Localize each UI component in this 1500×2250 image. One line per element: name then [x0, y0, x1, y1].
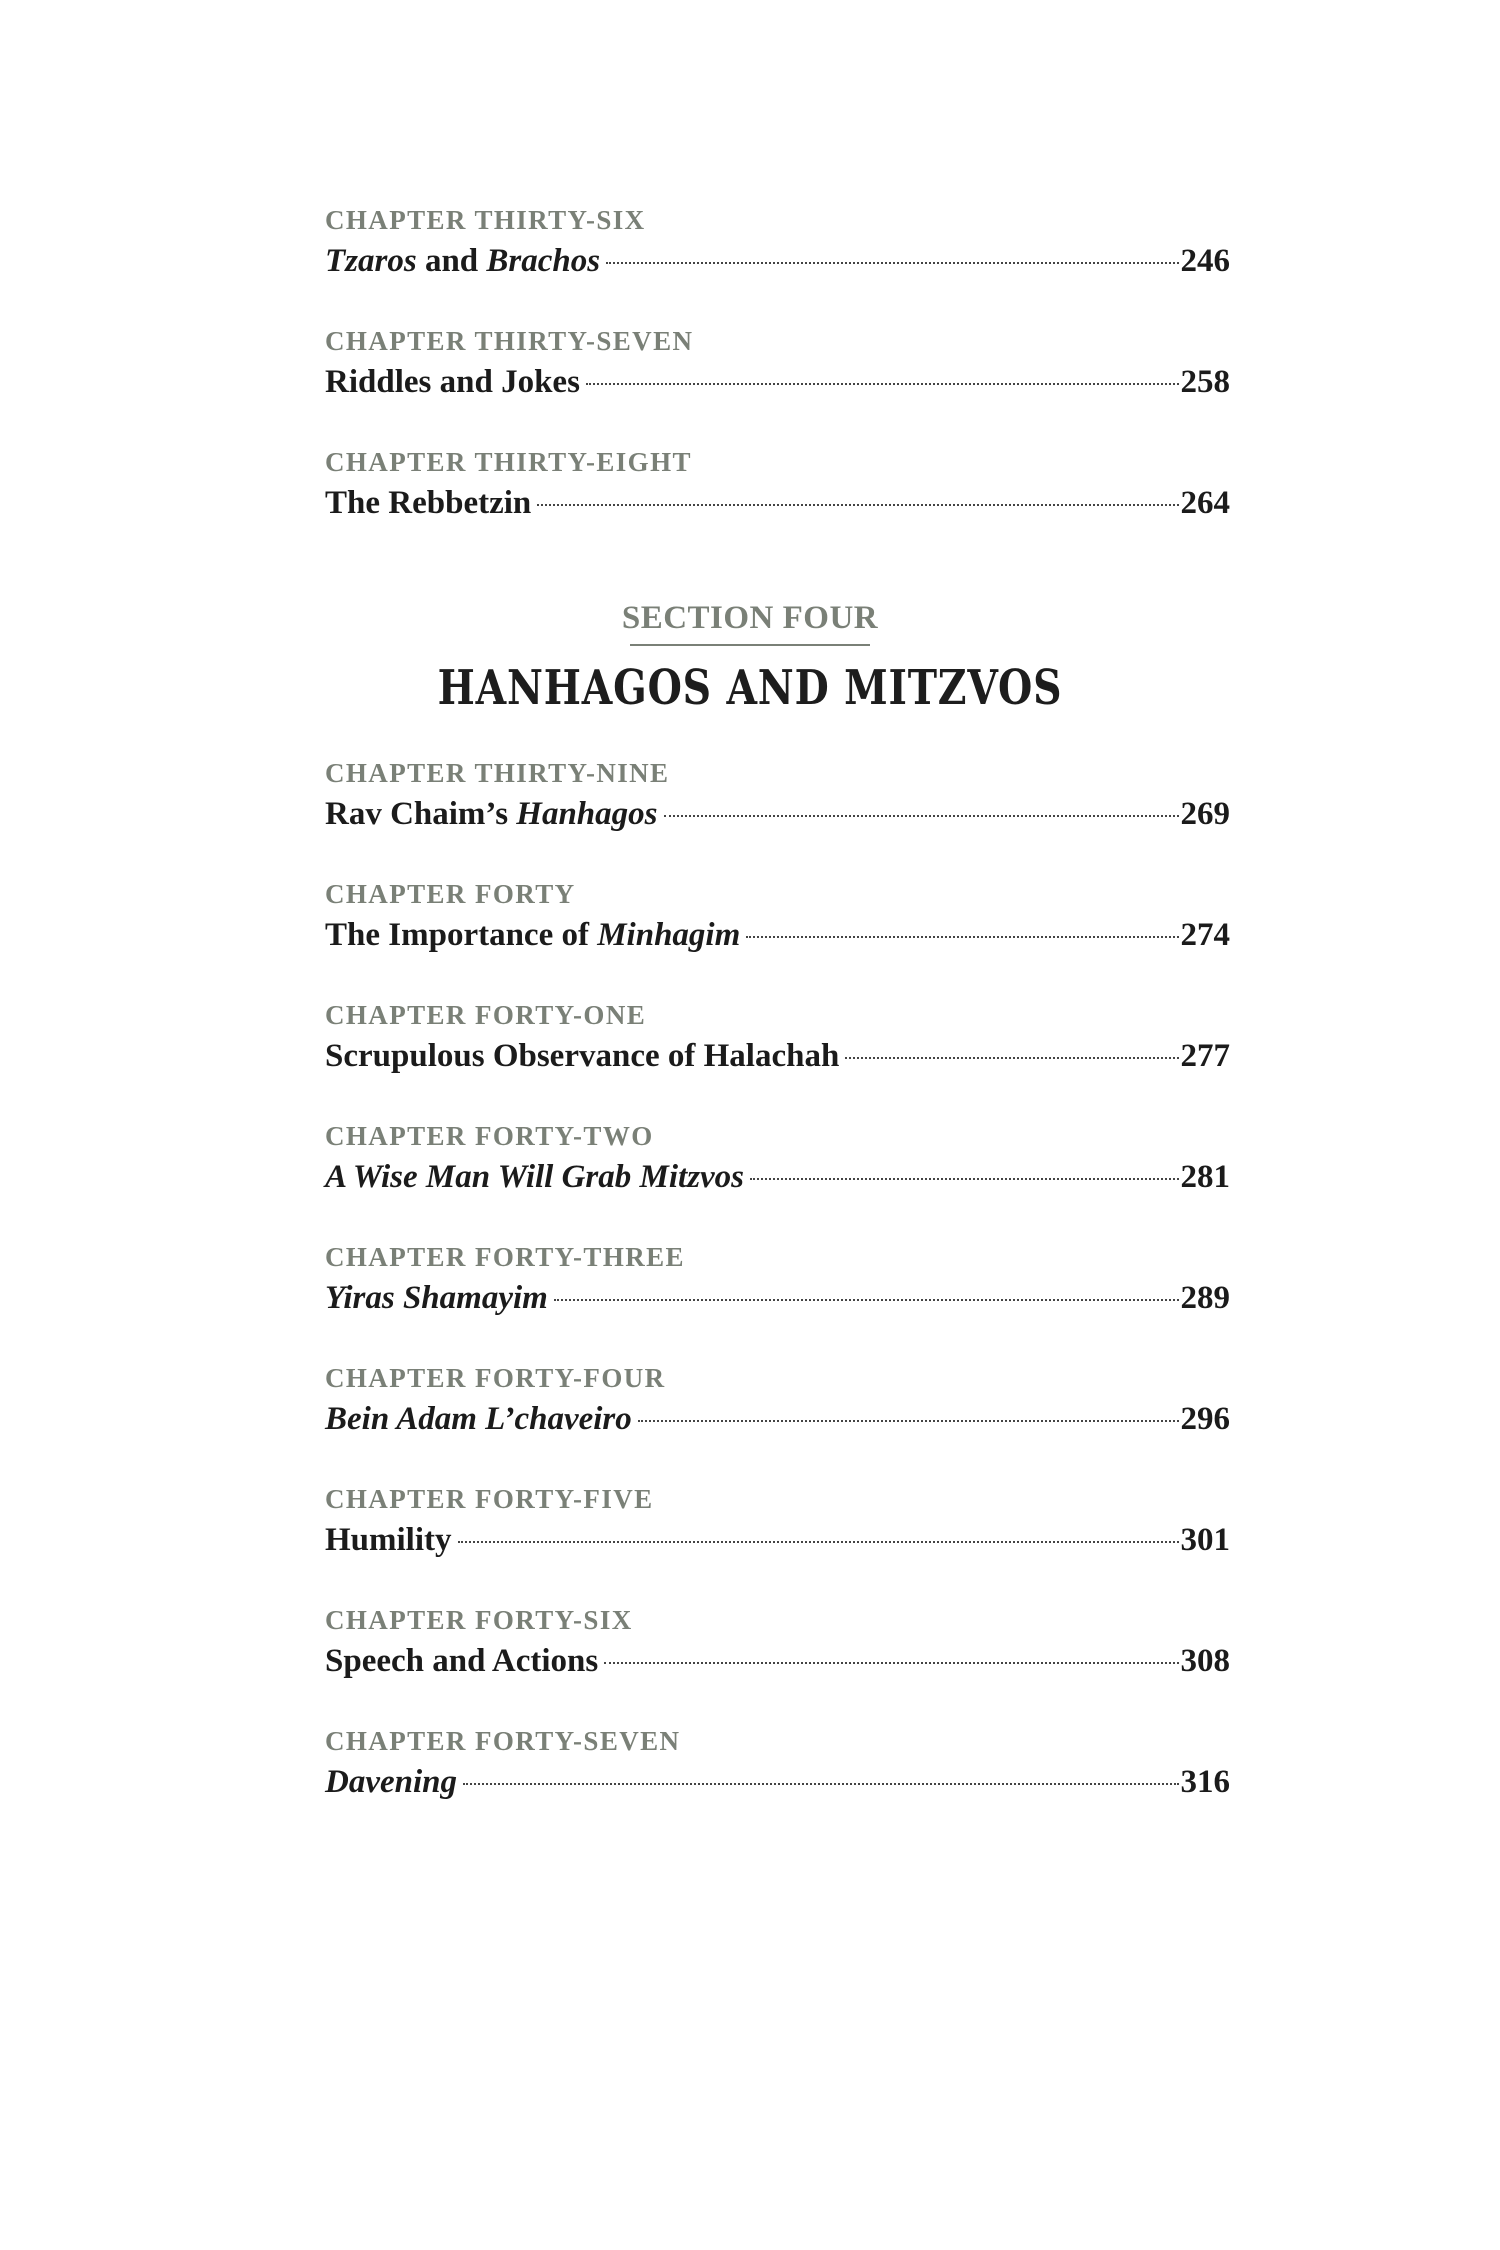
toc-entry[interactable] [325, 326, 1230, 447]
chapter-title [325, 362, 580, 402]
page-number: 258 [1180, 364, 1230, 400]
toc-entry[interactable] [325, 1121, 1230, 1242]
chapter-label: CHAPTER FORTY-SEVEN [325, 1726, 681, 1756]
chapter-title-part: The Importance of [325, 917, 598, 953]
chapter-title-line [325, 915, 1230, 955]
chapter-title [325, 241, 600, 281]
chapter-label: CHAPTER THIRTY-NINE [325, 758, 670, 788]
chapter-label: CHAPTER FORTY-THREE [325, 1242, 685, 1272]
chapter-title [325, 1278, 548, 1318]
toc-entry[interactable] [325, 1726, 1230, 1847]
chapter-title-part: Humility [325, 1522, 452, 1558]
page-number: 296 [1180, 1401, 1230, 1437]
section-divider [630, 644, 870, 646]
dot-leader [554, 1299, 1179, 1301]
chapter-title-part: Minhagim [597, 917, 741, 953]
toc-entry[interactable] [325, 1363, 1230, 1484]
page-number: 264 [1180, 485, 1230, 521]
chapter-label: CHAPTER THIRTY-EIGHT [325, 447, 692, 477]
chapter-title-part: Riddles and Jokes [325, 364, 580, 400]
toc-group-two [325, 758, 1230, 1847]
dot-leader [664, 815, 1179, 817]
chapter-label: CHAPTER THIRTY-SEVEN [325, 326, 694, 356]
page-number: 316 [1180, 1764, 1230, 1800]
page-number: 289 [1180, 1280, 1230, 1316]
chapter-title [325, 1399, 632, 1439]
dot-leader [458, 1541, 1179, 1543]
chapter-title-part: Scrupulous Observance of Halachah [325, 1038, 840, 1074]
chapter-title-part: Brachos [486, 243, 601, 279]
page-number: 246 [1180, 243, 1230, 279]
dot-leader [606, 262, 1178, 264]
chapter-label: CHAPTER FORTY-FIVE [325, 1484, 654, 1514]
chapter-title-part: The Rebbetzin [325, 485, 532, 521]
chapter-title [325, 915, 740, 955]
page-number: 277 [1180, 1038, 1230, 1074]
chapter-title-line [325, 794, 1230, 834]
dot-leader [537, 504, 1178, 506]
section-label: SECTION FOUR [621, 600, 879, 636]
toc-entry[interactable] [325, 1605, 1230, 1726]
chapter-title-line [325, 362, 1230, 402]
chapter-label: CHAPTER FORTY-TWO [325, 1121, 654, 1151]
chapter-title-line [325, 1641, 1230, 1681]
page-number: 308 [1180, 1643, 1230, 1679]
dot-leader [604, 1662, 1178, 1664]
chapter-label: CHAPTER FORTY-ONE [325, 1000, 647, 1030]
section-title: HANHAGOS AND MITZVOS [437, 660, 1063, 716]
chapter-title-line [325, 1520, 1230, 1560]
chapter-title-part: Davening [325, 1764, 457, 1800]
chapter-title-line [325, 483, 1230, 523]
toc-entry[interactable] [325, 1484, 1230, 1605]
section-header [0, 598, 1500, 716]
chapter-title-part: and [416, 243, 487, 279]
chapter-title-line [325, 1157, 1230, 1197]
chapter-title [325, 1520, 452, 1560]
chapter-title-part: Bein Adam L’chaveiro [325, 1401, 632, 1437]
chapter-title-part: Hanhagos [516, 796, 658, 832]
toc-entry[interactable] [325, 1000, 1230, 1121]
chapter-label: CHAPTER FORTY-FOUR [325, 1363, 666, 1393]
toc-entry[interactable] [325, 879, 1230, 1000]
dot-leader [746, 936, 1178, 938]
chapter-title [325, 1762, 457, 1802]
chapter-title-line [325, 241, 1230, 281]
chapter-title-part: Yiras Shamayim [325, 1280, 548, 1316]
toc-group-one [325, 205, 1230, 568]
chapter-title [325, 483, 531, 523]
chapter-title [325, 1036, 839, 1076]
chapter-title-part: A Wise Man Will Grab Mitzvos [325, 1159, 745, 1195]
chapter-label: CHAPTER FORTY-SIX [325, 1605, 633, 1635]
toc-entry[interactable] [325, 758, 1230, 879]
chapter-title-part: Rav Chaim’s [325, 796, 517, 832]
chapter-title [325, 794, 658, 834]
toc-entry[interactable] [325, 205, 1230, 326]
toc-entry[interactable] [325, 447, 1230, 568]
dot-leader [638, 1420, 1179, 1422]
chapter-title-line [325, 1762, 1230, 1802]
chapter-title-line [325, 1278, 1230, 1318]
chapter-title-line [325, 1399, 1230, 1439]
chapter-title-line [325, 1036, 1230, 1076]
dot-leader [845, 1057, 1178, 1059]
chapter-label: CHAPTER THIRTY-SIX [325, 205, 646, 235]
chapter-title [325, 1157, 744, 1197]
page-number: 274 [1180, 917, 1230, 953]
dot-leader [750, 1178, 1178, 1180]
page-number: 281 [1180, 1159, 1230, 1195]
chapter-title-part: Speech and Actions [325, 1643, 599, 1679]
dot-leader [586, 383, 1179, 385]
page-number: 269 [1180, 796, 1230, 832]
chapter-label: CHAPTER FORTY [325, 879, 576, 909]
dot-leader [463, 1783, 1179, 1785]
toc-entry[interactable] [325, 1242, 1230, 1363]
chapter-title [325, 1641, 598, 1681]
page-number: 301 [1180, 1522, 1230, 1558]
chapter-title-part: Tzaros [325, 243, 417, 279]
